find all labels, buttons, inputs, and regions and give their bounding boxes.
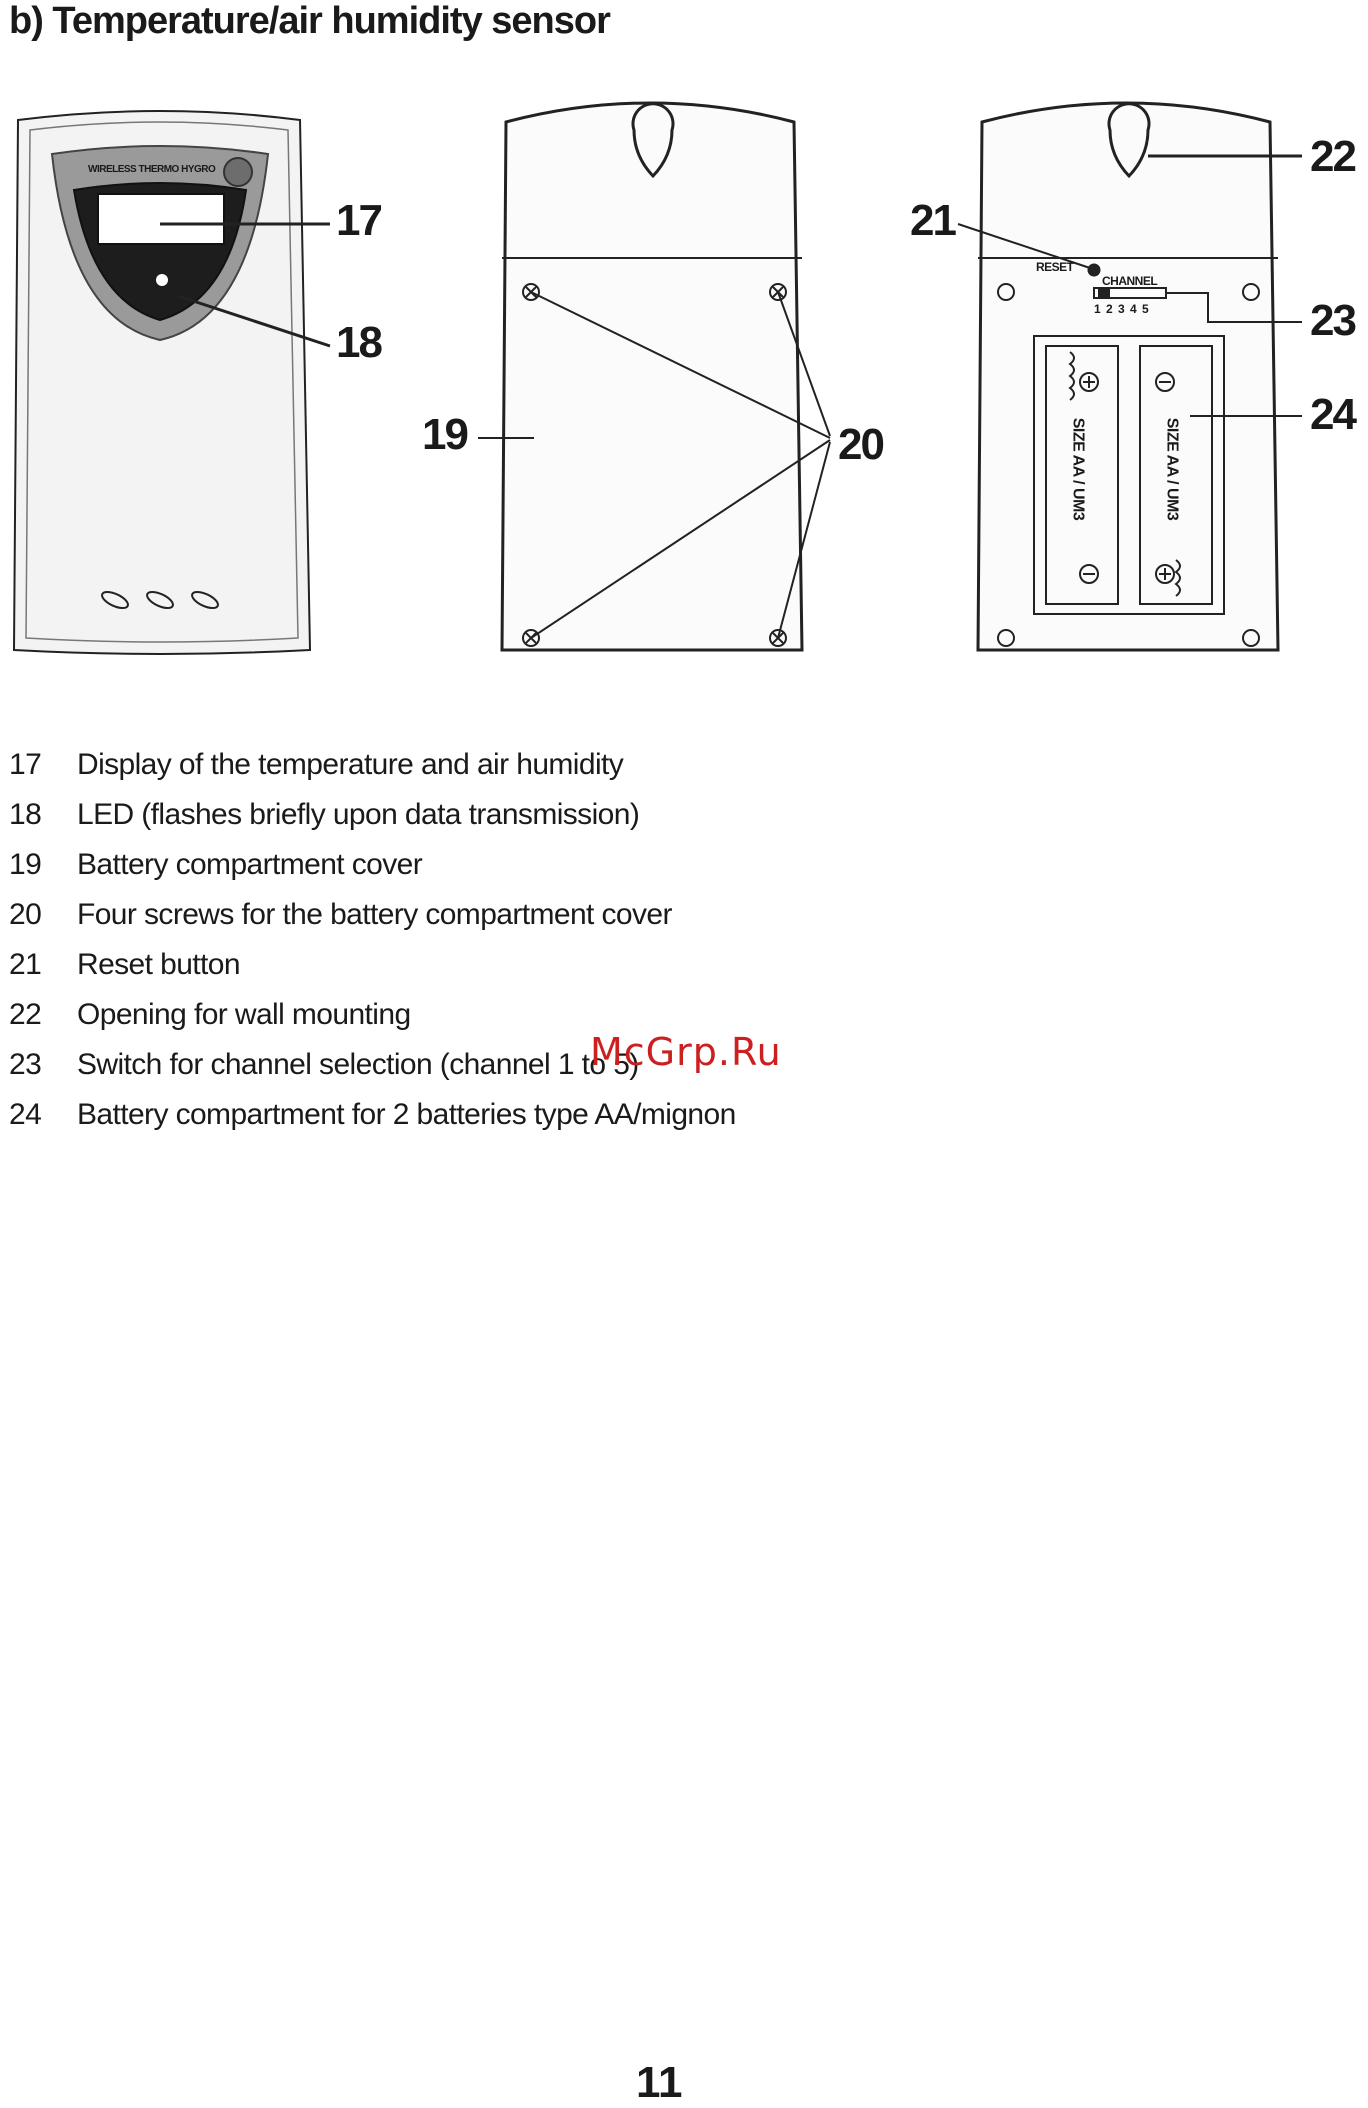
legend-number: 17 <box>9 748 42 781</box>
legend-item <box>9 1098 736 1148</box>
legend-number: 23 <box>9 1048 42 1081</box>
callout-17: 17 <box>336 196 381 245</box>
legend-item <box>9 948 736 998</box>
battery-label-left: SIZE AA / UM3 <box>1069 417 1087 521</box>
legend-item <box>9 748 736 798</box>
legend-number: 19 <box>9 848 42 881</box>
front-view <box>14 111 310 654</box>
legend-item <box>9 798 736 848</box>
page-number: 11 <box>636 2058 683 2107</box>
sensor-figures <box>0 90 1368 690</box>
callout-23: 23 <box>1310 296 1355 345</box>
legend-text: Opening for wall mounting <box>77 998 411 1031</box>
legend-text: Battery compartment cover <box>77 848 423 881</box>
legend-text: Display of the temperature and air humidity <box>77 748 624 781</box>
legend-item <box>9 898 736 948</box>
callout-21: 21 <box>910 196 955 245</box>
channel-numbers: 1 2 3 4 5 <box>1094 302 1149 316</box>
legend-number: 22 <box>9 998 42 1031</box>
callout-20: 20 <box>838 420 883 469</box>
back-view-cover <box>478 103 830 650</box>
callout-19: 19 <box>422 410 467 459</box>
section-title: b) Temperature/air humidity sensor <box>9 0 610 42</box>
legend-text: Reset button <box>77 948 240 981</box>
front-brand-label: WIRELESS THERMO HYGRO <box>88 164 216 175</box>
legend-number: 18 <box>9 798 42 831</box>
legend-item <box>9 848 736 898</box>
legend-number: 24 <box>9 1098 42 1131</box>
callout-18: 18 <box>336 318 381 367</box>
legend-text: Battery compartment for 2 batteries type AA/mignon <box>77 1098 736 1131</box>
reset-label: RESET <box>1036 260 1074 274</box>
callout-24: 24 <box>1310 390 1355 439</box>
led-indicator <box>156 274 168 286</box>
legend-text: LED (flashes briefly upon data transmission) <box>77 798 640 831</box>
legend-text: Four screws for the battery compartment cover <box>77 898 672 931</box>
front-display <box>98 194 224 244</box>
legend-number: 20 <box>9 898 42 931</box>
legend-text: Switch for channel selection (channel 1 to 5) <box>77 1048 639 1081</box>
watermark: McGrp.Ru <box>590 1030 782 1074</box>
parts-legend <box>9 748 736 1148</box>
legend-number: 21 <box>9 948 42 981</box>
channel-label: CHANNEL <box>1102 274 1158 288</box>
callout-22: 22 <box>1310 132 1355 181</box>
battery-label-right: SIZE AA / UM3 <box>1163 417 1181 521</box>
sensor-illustration <box>0 90 1368 690</box>
reset-hole <box>1089 265 1099 275</box>
